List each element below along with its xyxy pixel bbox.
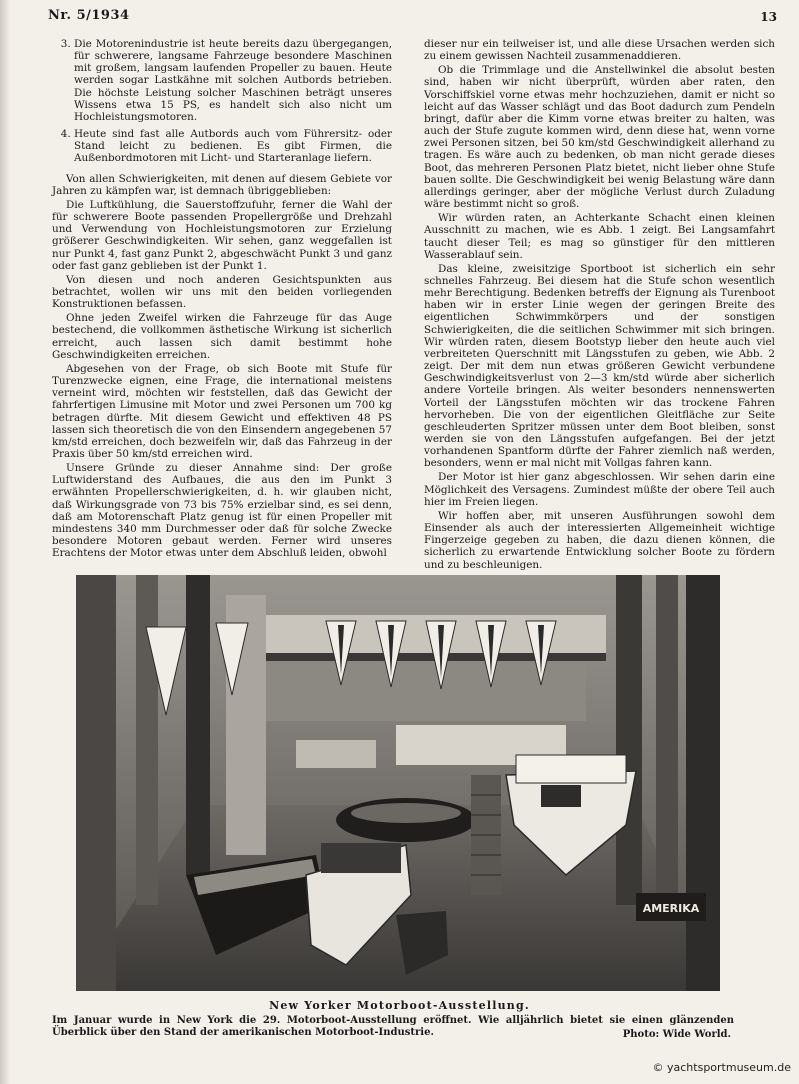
paragraph: Von allen Schwierigkeiten, mit denen auf diesem Gebiete vor Jahren zu kämpfen war, ist demnach übriggeblieben:: [52, 172, 392, 197]
paragraph: Unsere Gründe zu dieser Annahme sind: Der große Luftwiderstand des Aufbaues, die aus den im Punkt 3 erwähnten Propellerschwierigkeiten, d. h. wir glauben nicht, daß Wirkungsgrade von 73 bis 75% erzielbar sind, es sei denn, daß am Motorenschaft Platz genug ist für einen Propeller mit mindestens 340 mm Durchmesser oder daß für solche Zwecke besondere Motoren gebaut werden. Ferner wird unseres Erachtens der Motor etwas unter dem Abschluß leiden, obwohl: [52, 462, 392, 560]
paragraph: Abgesehen von der Frage, ob sich Boote mit Stufe für Turenzwecke eignen, eine Frage, die international meistens verneint wird, möchten wir feststellen, daß das Gewicht der fahrfertigen Limusine mit Motor und zwei Personen um 700 kg betragen dürfte. Mit diesem Gewicht und effektiven 48 PS lassen sich theoretisch die von den Einsendern angegebenen 57 km/std erreichen, doch bezweifeln wir, daß das Fahrzeug in der Praxis über 50 km/std erreichen wird.: [52, 362, 392, 460]
left-column: [52, 38, 392, 559]
paragraph: Von diesen und noch anderen Gesichtspunkten aus betrachtet, wollen wir uns mit den beiden vorliegenden Konstruktionen befassen.: [52, 273, 392, 311]
issue-number: Nr. 5/1934: [48, 8, 130, 23]
list-item-3: 3. Die Motorenindustrie ist heute bereits dazu übergegangen, für schwerere, langsame Fahrzeuge besondere Maschinen mit großem, langsam laufenden Propeller zu bauen. Heute werden sogar Lastkähne mit solchen Autbords betrieben. Die höchste Leistung solcher Maschinen beträgt unseres Wissens etwa 15 PS, es handelt sich also nicht um Hochleistungsmotoren.: [74, 38, 392, 123]
page-number: 13: [760, 10, 777, 24]
boat-show-photo: [76, 575, 720, 991]
list-item-4: 4. Heute sind fast alle Autbords auch vom Führersitz- oder Stand leicht zu bedienen. Es gibt Firmen, die Außenbordmotoren mit Licht- und Starteranlage liefern.: [74, 128, 392, 164]
paragraph: Wir würden raten, an Achterkante Schacht einen kleinen Ausschnitt zu machen, wie es Abb. 1 zeigt. Bei Langsamfahrt taucht dieser Teil; es mag so günstiger für den mittleren Wasserablauf sein.: [424, 212, 775, 261]
paragraph: Wir hoffen aber, mit unseren Ausführungen sowohl dem Einsender als auch der interessierten Allgemeinheit wichtige Fingerzeige gegeben zu haben, die dazu dienen können, die sicherlich zu erwartende Entwicklung solcher Boote zu fördern und zu beschleunigen.: [424, 509, 775, 571]
right-column: [424, 38, 775, 571]
paragraph: Ohne jeden Zweifel wirken die Fahrzeuge für das Auge bestechend, die vollkommen ästhetische Wirkung ist sicherlich erreicht, auch lassen sich damit bestimmt hohe Geschwindigkeiten erreichen.: [52, 312, 392, 361]
amerika-banner-text: AMERIKA: [642, 902, 700, 915]
paragraph: Die Luftkühlung, die Sauerstoffzufuhr, ferner die Wahl der für schwerere Boote passenden Propellergröße und Drehzahl und Verwendung von Hochleistungsmotoren zur Erzielung größerer Geschwindigkeiten. Wir sehen, ganz weggefallen ist nur Punkt 4, fast ganz Punkt 2, abgeschwächt Punkt 3 und ganz oder fast ganz geblieben ist der Punkt 1.: [52, 198, 392, 272]
photo-caption: Im Januar wurde in New York die 29. Motorboot-Ausstellung eröffnet. Wie alljährlich bietet sie einen glänzenden Überblick über den Stand der amerikanischen Motorboot-Industrie.: [52, 1015, 734, 1038]
photo-credit: Photo: Wide World.: [622, 1029, 731, 1040]
paragraph: Ob die Trimmlage und die Anstellwinkel die absolut besten sind, haben wir nicht überprüft, würden aber raten, den Vorschiffskiel vorne etwas mehr hochzuziehen, damit er nicht so leicht auf das Wasser schlägt und das Boot dadurch zum Pendeln bringt, dafür aber die Kimm vorne etwas breiter zu halten, was auch der Stufe zugute kommen wird, denn diese hat, wenn vorne zwei Personen sitzen, bei 50 km/std Geschwindigkeit allerhand zu tragen. Es wäre auch zu bedenken, ob man nicht gerade dieses Boot, das mehreren Personen Platz bietet, nicht lieber ohne Stufe bauen sollte. Die Geschwindigkeit bei wenig Belastung wäre dann allerdings geringer, aber der mögliche Verlust durch Zuladung wäre bestimmt nicht so groß.: [424, 64, 775, 211]
paragraph: Der Motor ist hier ganz abgeschlossen. Wir sehen darin eine Möglichkeit des Versagens. Zumindest müßte der obere Teil auch hier im Freien liegen.: [424, 471, 775, 508]
photo-caption-title: New Yorker Motorboot-Ausstellung.: [269, 999, 530, 1012]
watermark: © yachtsportmuseum.de: [652, 1061, 791, 1074]
page-edge: [0, 0, 10, 1084]
numbered-list: [52, 38, 392, 165]
paragraph: dieser nur ein teilweiser ist, und alle diese Ursachen werden sich zu einem gewissen Nachteil zusammenaddieren.: [424, 38, 775, 63]
paragraph: Das kleine, zweisitzige Sportboot ist sicherlich ein sehr schnelles Fahrzeug. Bei diesem hat die Stufe schon wesentlich mehr Berechtigung. Bedenken betreffs der Eignung als Turenboot haben wir in erster Linie wegen der geringen Breite des eigentlichen Schwimmkörpers und der sonstigen Schwierigkeiten, die die seitlichen Schwimmer mit sich bringen. Wir würden raten, diesem Bootstyp lieber den heute auch viel verbreiteten Querschnitt mit Längsstufen zu geben, wie Abb. 2 zeigt. Der mit dem nun etwas größeren Gewicht verbundene Geschwindigkeitsverlust von 2—3 km/std würde aber sicherlich andere Vorteile bringen. Als weiter besonders nennenswerten Vorteil der Längsstufen möchten wir das trockene Fahren hervorheben. Die von der eigentlichen Gleitfläche zur Seite geschleuderten Spritzer müssen unter dem Boot bleiben, sonst werden sie von den Längsstufen aufgefangen. Bei der jetzt vorhandenen Spantform dürfte der Fahrer ziemlich naß werden, besonders, wenn er mal nicht mit Vollgas fahren kann.: [424, 262, 775, 470]
